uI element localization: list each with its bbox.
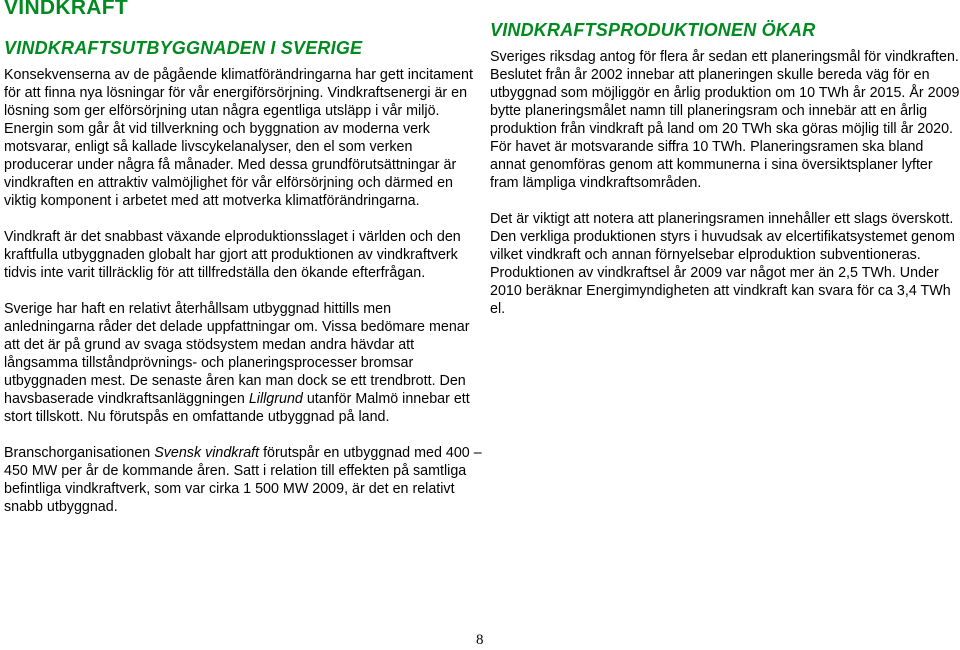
section-heading-produktion: VINDKRAFTSPRODUKTIONEN ÖKAR	[490, 20, 816, 40]
section-heading-utbyggnad: VINDKRAFTSUTBYGGNADEN I SVERIGE	[4, 38, 363, 58]
organisation-name: Svensk vindkraft	[154, 445, 260, 461]
paragraph-sweden-expansion	[4, 300, 482, 426]
paragraph-text: Sverige har haft en relativt återhållsam utbyggnad hittills men anledningarna råder det delade uppfattningar om. Vissa bedömare menar att det är på grund av svaga stödsystem medan andra hävdar att långsamma tillståndprövnings- och planeringsprocesser bromsar utbyggnaden mest. De senaste åren kan man dock se ett trendbrott. Den havsbaserade vindkraftsanläggningen	[4, 301, 470, 407]
page-number: 8	[476, 632, 484, 648]
paragraph-planning-frame: Det är viktigt att notera att planeringsramen innehåller ett slags överskott. Den verkliga produktionen styrs i huvudsak av elcertifikatsystemet genom vilket vindkraft och annan förnyelsebar elproduktion subventioneras. Produktionen av vindkraftsel år 2009 var något mer än 2,5 TWh. Under 2010 beräknar Energimyndigheten att vindkraft kan svara för ca 3,4 TWh el.	[490, 211, 955, 317]
paragraph-text: utanför Malmö innebar ett stort tillskott. Nu förutspås en omfattande utbyggnad på land.	[4, 391, 470, 425]
paragraph-global-growth: Vindkraft är det snabbast växande elproduktionsslaget i världen och den kraftfulla utbyggnaden globalt har gjort att produktionen av vindkraftverk tidvis inte varit tillräcklig för att tillfredställa den ökande efterfrågan.	[4, 229, 461, 281]
paragraph-forecast	[4, 444, 482, 516]
paragraph-text: Branschorganisationen	[4, 445, 155, 461]
paragraph-text: förutspår en utbyggnad med 400 – 450 MW per år de kommande åren. Satt i relation till effekten på samtliga befintliga vindkraftverk, som var cirka 1 500 MW 2009, är det en relativt snabb utbyggnad.	[4, 445, 482, 515]
left-column	[4, 66, 482, 534]
page-title: VINDKRAFT	[4, 0, 129, 19]
paragraph-planning-goal: Sveriges riksdag antog för flera år sedan ett planeringsmål för vindkraften. Beslutet från år 2002 innebar att planeringen skulle bereda väg för en utbyggnad som möjliggör en årlig produktion om 10 TWh år 2015. År 2009 bytte planeringsmålet namn till planeringsram och innebär att en årlig produktion från vindkraft på land om 20 TWh ska göras möjlig till år 2020. För havet är motsvarande siffra 10 TWh. Planeringsramen ska bland annat genomföras genom att kommunerna i sina översiktsplaner lyfter fram lämpliga vindkraftsområden.	[490, 49, 960, 191]
paragraph-intro: Konsekvenserna av de pågående klimatförändringarna har gett incitament för att finna nya lösningar för vår energiförsörjning. Vindkraftsenergi är en lösning som ger elförsörjning utan några egentliga utsläpp i vår miljö. Energin som går åt vid tillverkning och byggnation av moderna verk motsvarar, enligt så kallade livscykelanalyser, den el som verken producerar under några få månader. Med dessa grundförutsättningar är vindkraften en attraktiv valmöjlighet för vår elförsörjning och därmed en viktig komponent i arbetet med att motverka klimatförändringarna.	[4, 67, 473, 209]
lillgrund-name: Lillgrund	[248, 391, 303, 407]
right-column	[490, 48, 960, 336]
